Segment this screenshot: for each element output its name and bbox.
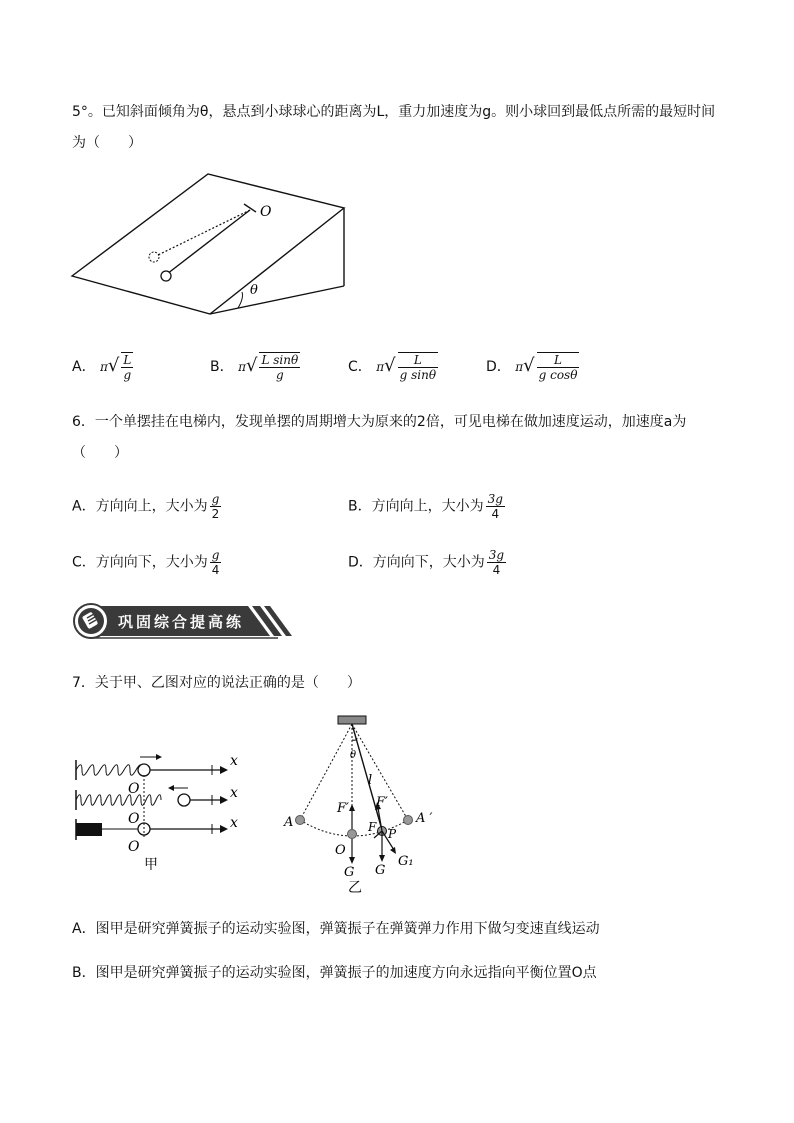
option-fraction [210, 548, 222, 577]
figure-yi [278, 712, 446, 896]
incline-figure [66, 168, 356, 320]
jia-caption: 甲 [144, 857, 158, 870]
pi-symbol: π [238, 360, 246, 374]
pi-symbol: π [100, 360, 108, 374]
option-letter: A． [72, 498, 96, 515]
frac-num: L [398, 353, 438, 368]
q5-option-a[interactable] [72, 352, 133, 382]
option-text: 方向向下，大小为 [372, 554, 485, 571]
yi-f-prime-right: F′ [376, 795, 388, 810]
q6-line2: （ ） [72, 445, 128, 461]
q6-option-c[interactable] [72, 548, 221, 577]
option-letter: B． [348, 498, 372, 515]
jia-x3: x [230, 815, 238, 831]
q5-line2: 为（ ） [72, 135, 142, 151]
sqrt-icon: √ [523, 355, 535, 376]
option-text: 方向向下，大小为 [95, 554, 208, 571]
yi-l: l [368, 773, 373, 788]
frac-num: 3g [488, 548, 505, 562]
yi-f-prime-left: F′ [337, 801, 349, 816]
frac-den: g [123, 368, 132, 382]
option-fraction [487, 548, 506, 577]
frac-num: L [537, 353, 580, 368]
sqrt-fraction [537, 352, 580, 382]
option-letter: D． [486, 359, 511, 375]
option-letter: B． [210, 359, 234, 375]
option-letter: C． [348, 359, 372, 375]
q5-option-d[interactable] [486, 352, 579, 382]
option-text: 方向向上，大小为 [371, 498, 484, 515]
frac-den: 4 [211, 563, 220, 577]
yi-theta: θ [350, 750, 357, 761]
frac-den: 4 [491, 507, 500, 521]
option-letter: A． [72, 359, 96, 375]
yi-f: F [368, 820, 377, 834]
frac-num: L sinθ [261, 353, 299, 367]
option-letter: D． [348, 554, 373, 571]
q5-line1: 5°。已知斜面倾角为θ，悬点到小球球心的距离为L，重力加速度为g。则小球回到最低点所需的最短时间 [72, 104, 716, 120]
yi-a-prime: A ′ [416, 811, 433, 826]
frac-den: g [275, 368, 284, 382]
figure-jia [72, 745, 252, 870]
pi-symbol: π [515, 360, 524, 374]
yi-g1: G₁ [398, 854, 414, 869]
sqrt-fraction [121, 352, 133, 382]
yi-g-mid: G [375, 863, 386, 878]
q7-stem: 7．关于甲、乙图对应的说法正确的是（ ） [72, 675, 361, 691]
frac-den: 4 [492, 563, 501, 577]
option-letter: C． [72, 554, 96, 571]
sqrt-icon: √ [384, 355, 396, 376]
yi-o: O [335, 843, 346, 858]
sqrt-fraction [398, 352, 438, 382]
label-theta: θ [250, 283, 258, 298]
jia-o2: O [128, 811, 140, 827]
sqrt-icon: √ [245, 355, 258, 376]
q6-option-a[interactable] [72, 492, 221, 521]
frac-num: g [211, 548, 220, 562]
jia-o1: O [128, 781, 140, 797]
frac-num: g [211, 492, 220, 506]
q6-option-b[interactable] [348, 492, 505, 521]
yi-caption: 乙 [348, 880, 362, 896]
q7-option-a[interactable]: A．图甲是研究弹簧振子的运动实验图，弹簧振子在弹簧弹力作用下做匀变速直线运动 [72, 921, 600, 937]
label-o: O [260, 204, 272, 220]
q6-line1: 6．一个单摆挂在电梯内，发现单摆的周期增大为原来的2倍，可见电梯在做加速度运动，加速度a为 [72, 414, 687, 430]
option-fraction [486, 492, 505, 521]
jia-x2: x [230, 785, 238, 801]
option-text: 方向向上，大小为 [95, 498, 208, 515]
q6-option-d[interactable] [348, 548, 506, 577]
sqrt-fraction [259, 352, 300, 382]
yi-p: P [388, 827, 397, 841]
frac-den: g cosθ [538, 368, 578, 382]
frac-den: 2 [211, 507, 220, 521]
option-fraction [210, 492, 222, 521]
jia-o3: O [128, 839, 140, 855]
pi-symbol: π [376, 360, 385, 374]
q5-option-c[interactable] [348, 352, 438, 382]
frac-den: g sinθ [399, 368, 437, 382]
jia-x1: x [230, 753, 238, 769]
frac-num: 3g [487, 492, 503, 506]
sqrt-icon: √ [107, 355, 120, 376]
frac-num: L [123, 353, 132, 367]
yi-a: A [284, 815, 294, 830]
section-banner [72, 602, 296, 640]
yi-g-left: G [344, 865, 355, 880]
q5-option-b[interactable] [210, 352, 300, 382]
q7-option-b[interactable]: B．图甲是研究弹簧振子的运动实验图，弹簧振子的加速度方向永远指向平衡位置O点 [72, 965, 597, 981]
section-title: 巩固综合提高练 [118, 613, 245, 631]
